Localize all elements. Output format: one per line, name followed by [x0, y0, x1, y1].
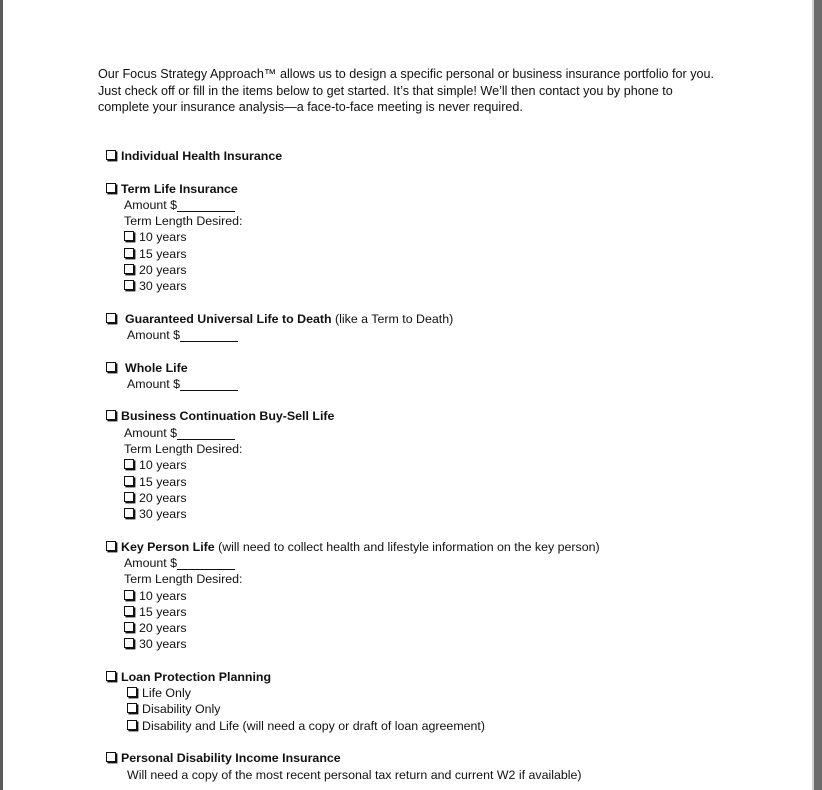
amount-blank[interactable]	[177, 199, 235, 212]
amount-field[interactable]	[127, 376, 238, 392]
checkbox-icon[interactable]	[124, 231, 134, 241]
option-title: Term Life Insurance	[121, 182, 238, 196]
checkbox-icon[interactable]	[124, 508, 134, 518]
checkbox-icon[interactable]	[106, 362, 116, 372]
checkbox-icon[interactable]	[124, 492, 134, 502]
intro-line: Just check off or fill in the items below to get started. It’s that simple! We’ll then contact you by phone to	[98, 83, 673, 98]
checkbox-icon[interactable]	[124, 248, 134, 258]
loan-option[interactable]	[127, 701, 221, 717]
checkbox-icon[interactable]	[106, 541, 116, 551]
checkbox-icon[interactable]	[106, 150, 116, 160]
option-title: Whole Life	[125, 361, 188, 375]
checkbox-icon[interactable]	[106, 313, 116, 323]
term-option[interactable]	[124, 506, 187, 522]
loan-option[interactable]	[127, 718, 485, 734]
amount-label: Amount $	[124, 426, 178, 440]
term-option-label: 20 years	[139, 491, 187, 505]
checkbox-icon[interactable]	[127, 703, 137, 713]
checkbox-icon[interactable]	[124, 459, 134, 469]
amount-label: Amount $	[127, 328, 181, 342]
term-option[interactable]	[124, 588, 187, 604]
loan-option-label: Life Only	[142, 686, 191, 700]
term-option-label: 10 years	[139, 589, 187, 603]
amount-label: Amount $	[127, 377, 181, 391]
checkbox-icon[interactable]	[124, 622, 134, 632]
option-key-person-life[interactable]	[106, 539, 600, 555]
option-title: Business Continuation Buy-Sell Life	[121, 409, 335, 423]
term-option-label: 20 years	[139, 621, 187, 635]
loan-option[interactable]	[127, 685, 191, 701]
term-option-label: 30 years	[139, 507, 187, 521]
term-length-label: Term Length Desired:	[124, 572, 243, 586]
intro-paragraph	[98, 66, 738, 116]
term-option-label: 10 years	[139, 458, 187, 472]
checkbox-icon[interactable]	[124, 638, 134, 648]
checkbox-icon[interactable]	[124, 606, 134, 616]
option-note: (will need to collect health and lifestyle information on the key person)	[214, 540, 600, 554]
term-option-label: 30 years	[139, 637, 187, 651]
checkbox-icon[interactable]	[124, 280, 134, 290]
amount-label: Amount $	[124, 556, 178, 570]
term-option[interactable]	[124, 229, 187, 245]
option-title: Loan Protection Planning	[121, 670, 272, 684]
option-note: Will need a copy of the most recent personal tax return and current W2 if available)	[127, 768, 582, 782]
loan-option-label: Disability Only	[142, 702, 221, 716]
checkbox-icon[interactable]	[124, 264, 134, 274]
term-option[interactable]	[124, 278, 187, 294]
term-option[interactable]	[124, 620, 187, 636]
option-guaranteed-universal-life[interactable]	[106, 311, 453, 327]
amount-blank[interactable]	[180, 378, 238, 391]
option-term-life[interactable]	[106, 181, 238, 197]
option-buy-sell-life[interactable]	[106, 408, 334, 424]
term-length-label: Term Length Desired:	[124, 442, 243, 456]
option-title: Key Person Life	[121, 540, 215, 554]
amount-label: Amount $	[124, 198, 178, 212]
checkbox-icon[interactable]	[124, 476, 134, 486]
term-option-label: 15 years	[139, 247, 187, 261]
term-length-label: Term Length Desired:	[124, 214, 243, 228]
term-option[interactable]	[124, 490, 187, 506]
amount-field[interactable]	[124, 425, 235, 441]
checkbox-icon[interactable]	[127, 720, 137, 730]
term-option[interactable]	[124, 262, 187, 278]
amount-blank[interactable]	[177, 427, 235, 440]
option-title: Individual Health Insurance	[121, 149, 283, 163]
option-loan-protection[interactable]	[106, 669, 271, 685]
checkbox-icon[interactable]	[106, 671, 116, 681]
term-option[interactable]	[124, 636, 187, 652]
amount-blank[interactable]	[180, 329, 238, 342]
checkbox-icon[interactable]	[124, 590, 134, 600]
term-option-label: 30 years	[139, 279, 187, 293]
intro-line: Our Focus Strategy Approach™ allows us to design a specific personal or business insurance portfolio for you.	[98, 67, 715, 81]
option-whole-life[interactable]	[106, 360, 188, 376]
term-option-label: 10 years	[139, 230, 187, 244]
checkbox-icon[interactable]	[106, 752, 116, 762]
term-option-label: 15 years	[139, 475, 187, 489]
option-note: (like a Term to Death)	[331, 312, 454, 326]
checkbox-icon[interactable]	[106, 183, 116, 193]
checkbox-icon[interactable]	[106, 410, 116, 420]
term-option-label: 20 years	[139, 263, 187, 277]
amount-field[interactable]	[127, 327, 238, 343]
page-right-edge	[814, 0, 822, 790]
option-title: Guaranteed Universal Life to Death	[125, 312, 332, 326]
loan-option-label: Disability and Life (will need a copy or draft of loan agreement)	[142, 719, 485, 733]
checkbox-icon[interactable]	[127, 687, 137, 697]
amount-field[interactable]	[124, 555, 235, 571]
option-personal-disability[interactable]	[106, 750, 341, 766]
option-title: Personal Disability Income Insurance	[121, 751, 341, 765]
term-option[interactable]	[124, 604, 187, 620]
term-option[interactable]	[124, 246, 187, 262]
term-option[interactable]	[124, 474, 187, 490]
term-option[interactable]	[124, 457, 187, 473]
amount-blank[interactable]	[177, 557, 235, 570]
amount-field[interactable]	[124, 197, 235, 213]
intro-line: complete your insurance analysis—a face-to-face meeting is never required.	[98, 100, 523, 115]
term-option-label: 15 years	[139, 605, 187, 619]
option-health[interactable]	[106, 148, 282, 164]
